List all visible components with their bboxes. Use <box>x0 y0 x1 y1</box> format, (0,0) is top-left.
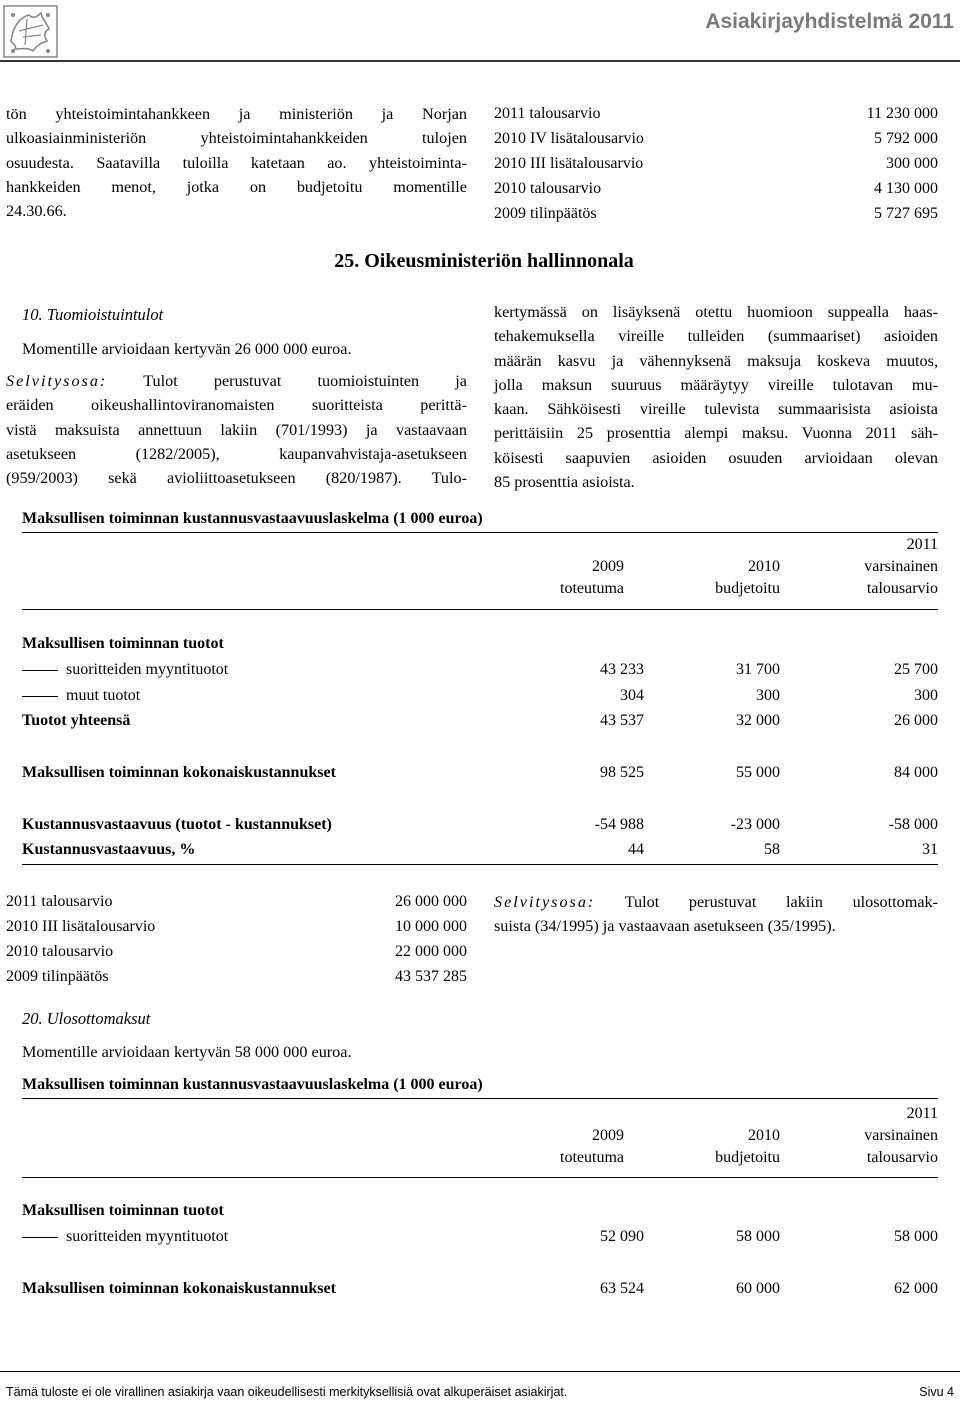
table-rule <box>22 1098 938 1099</box>
cell-2010: 55 000 <box>736 764 780 781</box>
paragraph-line: suista (34/1995) ja vastaavaan asetukseen (35/1995). <box>494 917 836 936</box>
cell-2011: 25 700 <box>894 661 938 678</box>
moment-title: 20. Ulosottomaksut <box>22 1009 151 1028</box>
column-header-line: 2011 <box>906 536 938 553</box>
row-label-text: muut tuotot <box>66 687 141 704</box>
column-header-line: 2010 <box>748 1127 780 1144</box>
column-header-line: 2009 <box>592 558 624 575</box>
column-header-line: 2011 <box>906 1105 938 1122</box>
paragraph-text: Tulot perustuvat tuomioistuinten ja <box>107 372 467 390</box>
moment-title: 10. Tuomioistuintulot <box>22 305 164 324</box>
paragraph-line: 24.30.66. <box>6 202 67 221</box>
table-rule <box>22 864 938 865</box>
paragraph-line: osuudesta. Saatavilla tuloilla katetaan ao. yhteistoiminta- <box>6 153 467 172</box>
budget-label: 2010 talousarvio <box>6 943 114 960</box>
explanation-right-20 <box>494 890 938 939</box>
row-label <box>22 1225 228 1249</box>
table-title: Maksullisen toiminnan kustannusvastaavuuslaskelma (1 000 euroa) <box>22 510 483 527</box>
budget-value: 11 230 000 <box>866 105 938 122</box>
selvitysosa-label: Selvitysosa: <box>494 893 596 911</box>
cell-2009: 304 <box>620 687 644 704</box>
paragraph-line: hankkeiden menot, jotka on budjetoitu momentille <box>6 177 467 196</box>
cell-2010: 31 700 <box>736 661 780 678</box>
column-header-line: talousarvio <box>866 580 938 597</box>
explanation-right <box>494 300 938 494</box>
row-label <box>22 658 228 682</box>
budget-label: 2009 tilinpäätös <box>6 968 109 985</box>
table-rule <box>22 532 938 533</box>
row-label: Maksullisen toiminnan tuotot <box>22 1202 224 1219</box>
row-label: Kustannusvastaavuus, % <box>22 841 196 858</box>
paragraph-line: määrän kasvu ja vähennyksenä maksuja koskeva muutos, <box>494 351 938 370</box>
table-rule <box>22 609 938 610</box>
table-row <box>22 838 938 862</box>
budget-label: 2010 III lisätalousarvio <box>6 918 156 935</box>
budget-row <box>494 127 938 151</box>
budget-label: 2010 talousarvio <box>494 180 602 197</box>
table-row <box>22 1277 938 1301</box>
paragraph-line <box>6 369 467 393</box>
cell-2010: -23 000 <box>730 816 780 833</box>
selvitysosa-label: Selvitysosa: <box>6 372 108 390</box>
budget-row <box>6 915 467 939</box>
table-row <box>22 761 938 785</box>
column-header-line: toteutuma <box>560 580 624 597</box>
cell-2009: 43 233 <box>600 661 644 678</box>
column-header-line: 2010 <box>748 558 780 575</box>
cell-2011: 26 000 <box>894 712 938 729</box>
paragraph-line: tehakemuksella vireille tulleiden (summaariset) asioiden <box>494 327 938 346</box>
cell-2010: 300 <box>756 687 780 704</box>
column-header-2010 <box>660 1125 780 1169</box>
footer-note: Tämä tuloste ei ole virallinen asiakirja vaan oikeudellisesti merkityksellisiä ovat alkuperäiset asiakirjat. <box>6 1385 568 1399</box>
budget-label: 2009 tilinpäätös <box>494 205 597 222</box>
cell-2009: 98 525 <box>600 764 644 781</box>
paragraph-line: vistä maksuista annettuun lakiin (701/1993) ja vastaavaan <box>6 420 467 439</box>
table-row <box>22 684 938 708</box>
cell-2011: 58 000 <box>894 1228 938 1245</box>
budget-value: 4 130 000 <box>874 180 938 197</box>
cell-2011: 62 000 <box>894 1280 938 1297</box>
table-row <box>22 658 938 682</box>
column-header-2009 <box>518 556 624 600</box>
paragraph-line: asetukseen (1282/2005), kaupanvahvistaja-asetukseen <box>6 444 467 463</box>
cell-2010: 60 000 <box>736 1280 780 1297</box>
cell-2009: -54 988 <box>594 816 644 833</box>
budget-row <box>6 965 467 989</box>
dash-marker <box>22 1237 58 1238</box>
coat-of-arms-logo <box>3 5 58 58</box>
budget-row <box>494 177 938 201</box>
cell-2009: 52 090 <box>600 1228 644 1245</box>
table-title: Maksullisen toiminnan kustannusvastaavuuslaskelma (1 000 euroa) <box>22 1076 483 1093</box>
cell-2009: 43 537 <box>600 712 644 729</box>
cell-2009: 44 <box>628 841 644 858</box>
table-row-total <box>22 709 938 733</box>
paragraph-line: ulkoasiainministeriön yhteistoimintahankkeiden tulojen <box>6 129 467 148</box>
budget-summary-10 <box>6 890 467 990</box>
column-header-line: varsinainen <box>864 1127 938 1144</box>
row-label: Kustannusvastaavuus (tuotot - kustannukset) <box>22 816 332 833</box>
table-section-heading <box>22 1199 938 1223</box>
continued-paragraph <box>6 102 467 223</box>
budget-summary-top <box>494 102 938 224</box>
row-label-text: suoritteiden myyntituotot <box>66 1228 229 1245</box>
column-header-line: budjetoitu <box>715 1149 780 1166</box>
budget-row <box>494 152 938 176</box>
budget-value: 300 000 <box>886 155 938 172</box>
table-row <box>22 1225 938 1249</box>
column-header-line: varsinainen <box>864 558 938 575</box>
cell-2010: 32 000 <box>736 712 780 729</box>
table-row <box>22 813 938 837</box>
paragraph-line: kertymässä on lisäyksenä otettu huomioon suppealla haas- <box>494 303 938 321</box>
document-title: Asiakirjayhdistelmä 2011 <box>705 10 954 33</box>
page-number: Sivu 4 <box>919 1385 954 1399</box>
budget-row <box>494 102 938 126</box>
paragraph-line: 85 prosenttia asioista. <box>494 473 635 492</box>
budget-row <box>6 940 467 964</box>
cell-2010: 58 <box>764 841 780 858</box>
column-header-2011 <box>818 534 938 600</box>
column-header-line: 2009 <box>592 1127 624 1144</box>
table-rule <box>22 1177 938 1178</box>
budget-value: 26 000 000 <box>395 893 467 910</box>
cell-2011: -58 000 <box>888 816 938 833</box>
budget-value: 5 792 000 <box>874 130 938 147</box>
budget-row <box>494 202 938 226</box>
paragraph-text: Tulot perustuvat lakiin ulosottomak- <box>595 893 938 911</box>
row-label <box>22 684 140 708</box>
row-label: Maksullisen toiminnan kokonaiskustannukset <box>22 764 336 781</box>
column-header-2011 <box>818 1103 938 1169</box>
paragraph-line: kaan. Sähköisesti vireille tulevista summaarisista asioista <box>494 400 938 419</box>
row-label: Tuotot yhteensä <box>22 712 131 729</box>
section-title: 25. Oikeusministeriön hallinnonala <box>334 250 634 272</box>
budget-label: 2010 IV lisätalousarvio <box>494 130 644 147</box>
table-section-heading <box>22 632 938 656</box>
budget-label: 2010 III lisätalousarvio <box>494 155 644 172</box>
moment-intro: Momentille arvioidaan kertyvän 58 000 000 euroa. <box>22 1043 352 1061</box>
column-header-2009 <box>518 1125 624 1169</box>
column-header-2010 <box>660 556 780 600</box>
paragraph-line: köisesti saapuvien asioiden osuuden arvioidaan olevan <box>494 448 938 467</box>
cell-2011: 84 000 <box>894 764 938 781</box>
paragraph-line: (959/2003) sekä avioliittoasetukseen (820/1987). Tulo- <box>6 469 467 488</box>
cell-2009: 63 524 <box>600 1280 644 1297</box>
row-label: Maksullisen toiminnan tuotot <box>22 635 224 652</box>
paragraph-line: perittäisiin 25 prosenttia alempi maksu. Vuonna 2011 säh- <box>494 424 938 443</box>
cell-2011: 31 <box>922 841 938 858</box>
paragraph-line: tön yhteistoimintahankkeen ja ministeriön ja Norjan <box>6 105 467 123</box>
budget-row <box>6 890 467 914</box>
moment-intro: Momentille arvioidaan kertyvän 26 000 000 euroa. <box>22 340 352 358</box>
cell-2010: 58 000 <box>736 1228 780 1245</box>
cell-2011: 300 <box>914 687 938 704</box>
dash-marker <box>22 670 58 671</box>
budget-label: 2011 talousarvio <box>494 105 601 122</box>
budget-value: 5 727 695 <box>874 205 938 222</box>
row-label: Maksullisen toiminnan kokonaiskustannukset <box>22 1280 336 1297</box>
header-rule <box>0 60 960 62</box>
budget-label: 2011 talousarvio <box>6 893 113 910</box>
paragraph-line: jolla maksun suuruus määräytyy vireille tulotavan mu- <box>494 375 938 394</box>
explanation-left <box>6 369 467 490</box>
footer-rule <box>0 1371 960 1372</box>
column-header-line: talousarvio <box>866 1149 938 1166</box>
column-header-line: toteutuma <box>560 1149 624 1166</box>
budget-value: 43 537 285 <box>395 968 467 985</box>
row-label-text: suoritteiden myyntituotot <box>66 661 229 678</box>
budget-value: 22 000 000 <box>395 943 467 960</box>
budget-value: 10 000 000 <box>395 918 467 935</box>
column-header-line: budjetoitu <box>715 580 780 597</box>
dash-marker <box>22 696 58 697</box>
paragraph-line <box>494 890 938 914</box>
paragraph-line: eräiden oikeushallintoviranomaisten suoritteista perittä- <box>6 396 467 415</box>
